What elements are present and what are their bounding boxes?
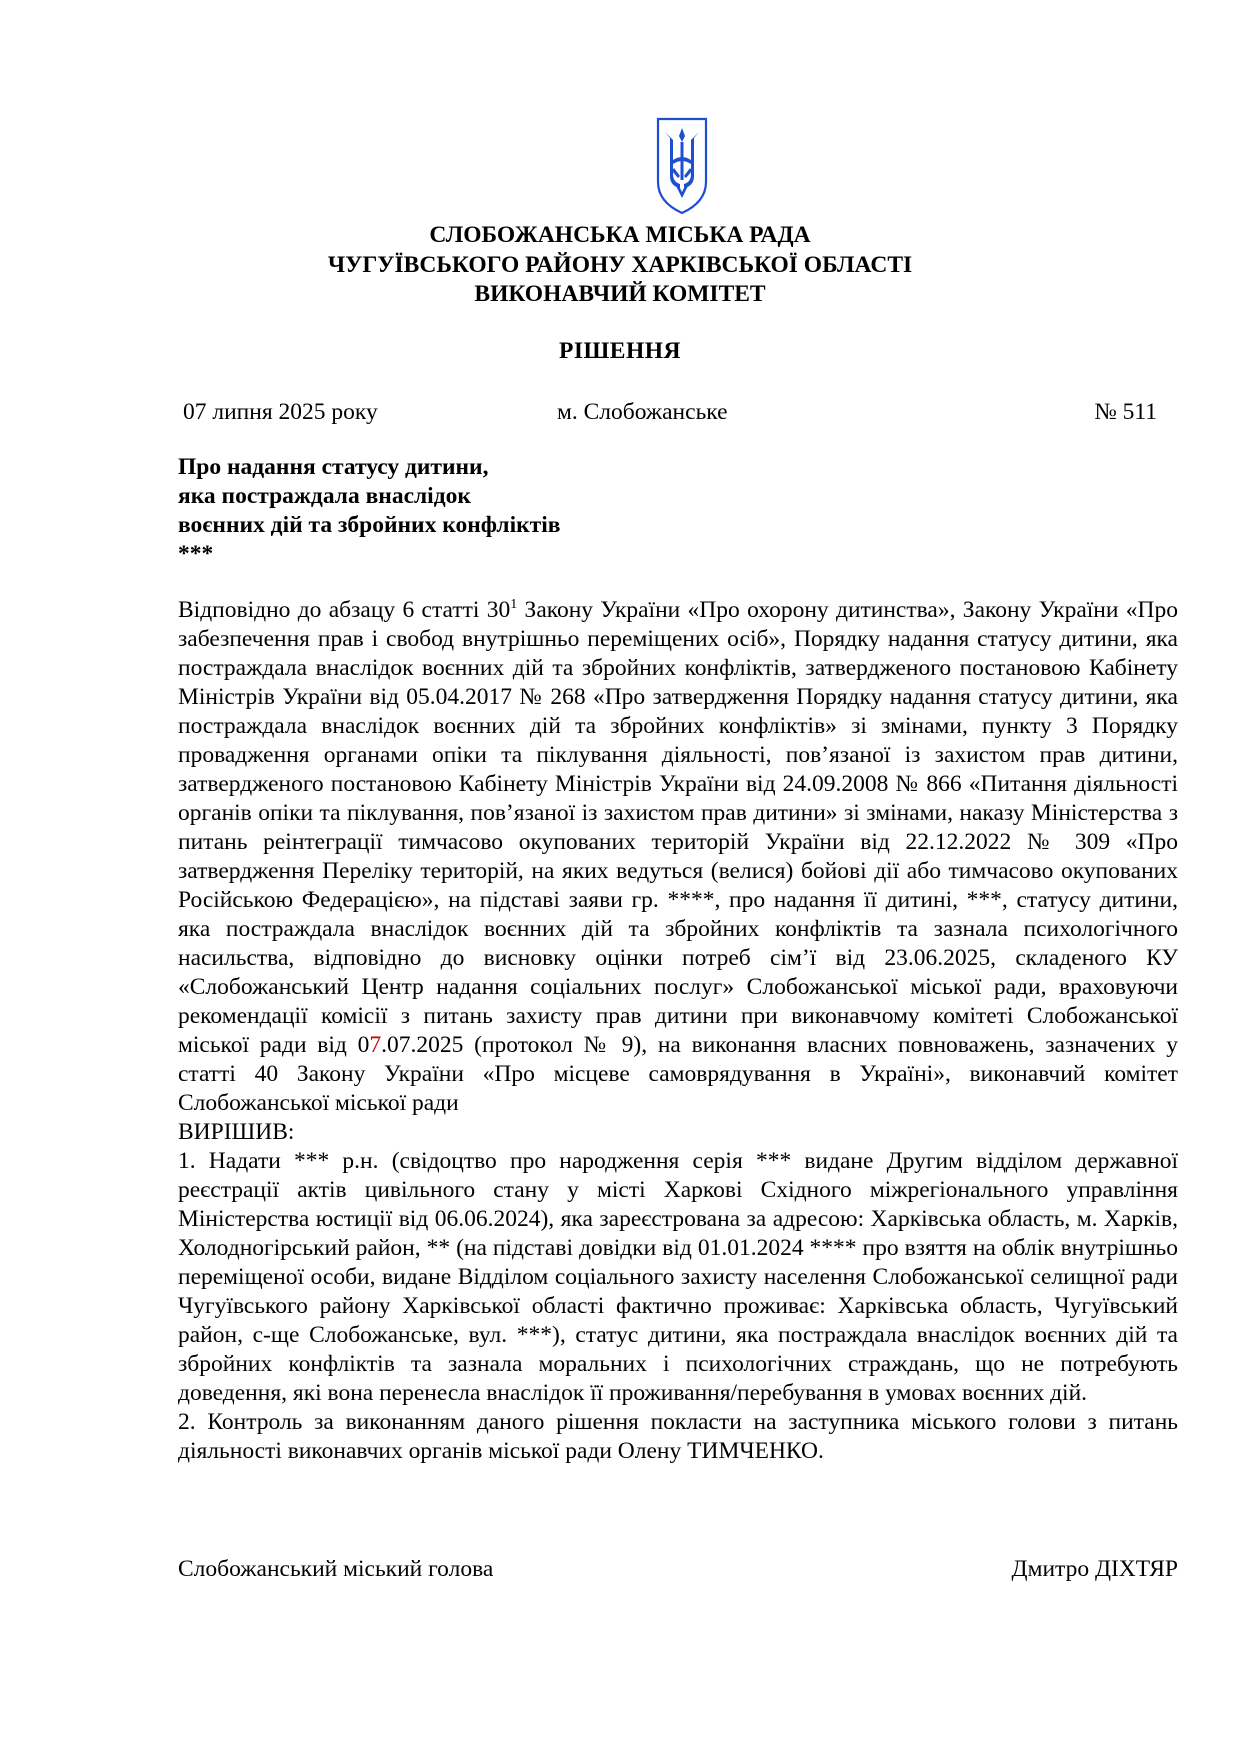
decision-subject <box>178 453 698 569</box>
signatory-name: Дмитро ДІХТЯР <box>1011 1556 1178 1582</box>
decided-heading: ВИРІШИВ: <box>178 1119 295 1145</box>
document-type: РІШЕННЯ <box>558 338 681 364</box>
subject-line: яка постраждала внаслідок <box>178 483 471 509</box>
district-name: ЧУГУЇВСЬКОГО РАЙОНУ ХАРКІВСЬКОЇ ОБЛАСТІ <box>327 252 913 278</box>
decision-item-1: 1. Надати *** р.н. (свідоцтво про народження серія *** видане Другим відділом державної реєстрації актів цивільного стану у місті Харкові Східного міжрегіонального управління Міністерства юстиції від 06.06.2024), яка зареєстрована за адресою: Харківська область, м. Харків, Холодногірський район, ** (на підставі довідки від 01.01.2024 **** про взяття на облік внутрішньо переміщеної особи, видане Відділом соціального захисту населення Слобожанської селищної ради Чугуївського району Харківської області фактично проживає: Харківська область, Чугуївський район, с-ще Слобожанське, вул. ***), статус дитини, яка постраждала внаслідок воєнних дій та збройних конфліктів та зазнала моральних і психологічних страждань, що не потребують доведення, які вона перенесла внаслідок її проживання/перебування в умовах воєнних дій. <box>178 1148 1178 1406</box>
decision-item-2: 2. Контроль за виконанням даного рішення покласти на заступника міського голови з питань діяльності виконавчих органів міської ради Олену ТИМЧЕНКО. <box>178 1409 1178 1464</box>
decision-date: 07 липня 2025 року <box>183 399 378 425</box>
preamble-text-start: Відповідно до абзацу 6 статті 30 <box>178 597 511 623</box>
preamble-text-end: .07.2025 (протокол № 9), на виконання власних повноважень, зазначених у статті 40 Закону України «Про місцеве самоврядування в Україні», виконавчий комітет Слобожанської міської ради <box>178 1032 1178 1116</box>
subject-line: Про надання статусу дитини, <box>178 454 489 480</box>
subject-line: *** <box>178 541 214 567</box>
preamble-text-middle: Закону України «Про охорону дитинства», Закону України «Про забезпечення прав і свобод внутрішньо переміщених осіб», Порядку надання статусу дитини, яка постраждала внаслідок воєнних дій та збройних конфліктів, затвердженого постановою Кабінету Міністрів України від 05.04.2017 № 268 «Про затвердження Порядку надання статусу дитини, яка постраждала внаслідок воєнних дій та збройних конфліктів» зі змінами, пункту 3 Порядку провадження органами опіки та піклування діяльності, пов’язаної із захистом прав дитини, затвердженого постановою Кабінету Міністрів України від 24.09.2008 № 866 «Питання діяльності органів опіки та піклування, пов’язаної із захистом прав дитини» зі змінами, наказу Міністерства з питань реінтеграції тимчасово окупованих територій України від 22.12.2022 № 309 «Про затвердження Переліку територій, на яких ведуться (велися) бойові дії або тимчасово окупованих Російською Федерацією», на підставі заяви гр. ****, про надання її дитині, ***, статусу дитини, яка постраждала внаслідок воєнних дій та збройних конфліктів та зазнала психологічного насильства, відповідно до висновку оцінки потреб сім’ї від 23.06.2025, складеного КУ «Слобожанський Центр надання соціальних послуг» Слобожанської міської ради, враховуючи рекомендації комісії з питань захисту прав дитини при виконавчому комітеті Слобожанської міської ради від 0 <box>178 597 1178 1058</box>
coat-of-arms-icon <box>654 116 710 216</box>
committee-name: ВИКОНАВЧИЙ КОМІТЕТ <box>474 281 766 307</box>
decision-number: № 511 <box>1094 399 1157 425</box>
council-name: СЛОБОЖАНСЬКА МІСЬКА РАДА <box>429 222 811 248</box>
subject-line: воєнних дій та збройних конфліктів <box>178 512 561 538</box>
decision-city: м. Слобожанське <box>557 399 728 425</box>
highlighted-digit: 7 <box>369 1032 382 1058</box>
signatory-title: Слобожанський міський голова <box>178 1556 494 1582</box>
preamble-paragraph <box>178 596 1178 1118</box>
decision-body <box>178 596 1178 1466</box>
article-superscript: 1 <box>510 597 518 613</box>
